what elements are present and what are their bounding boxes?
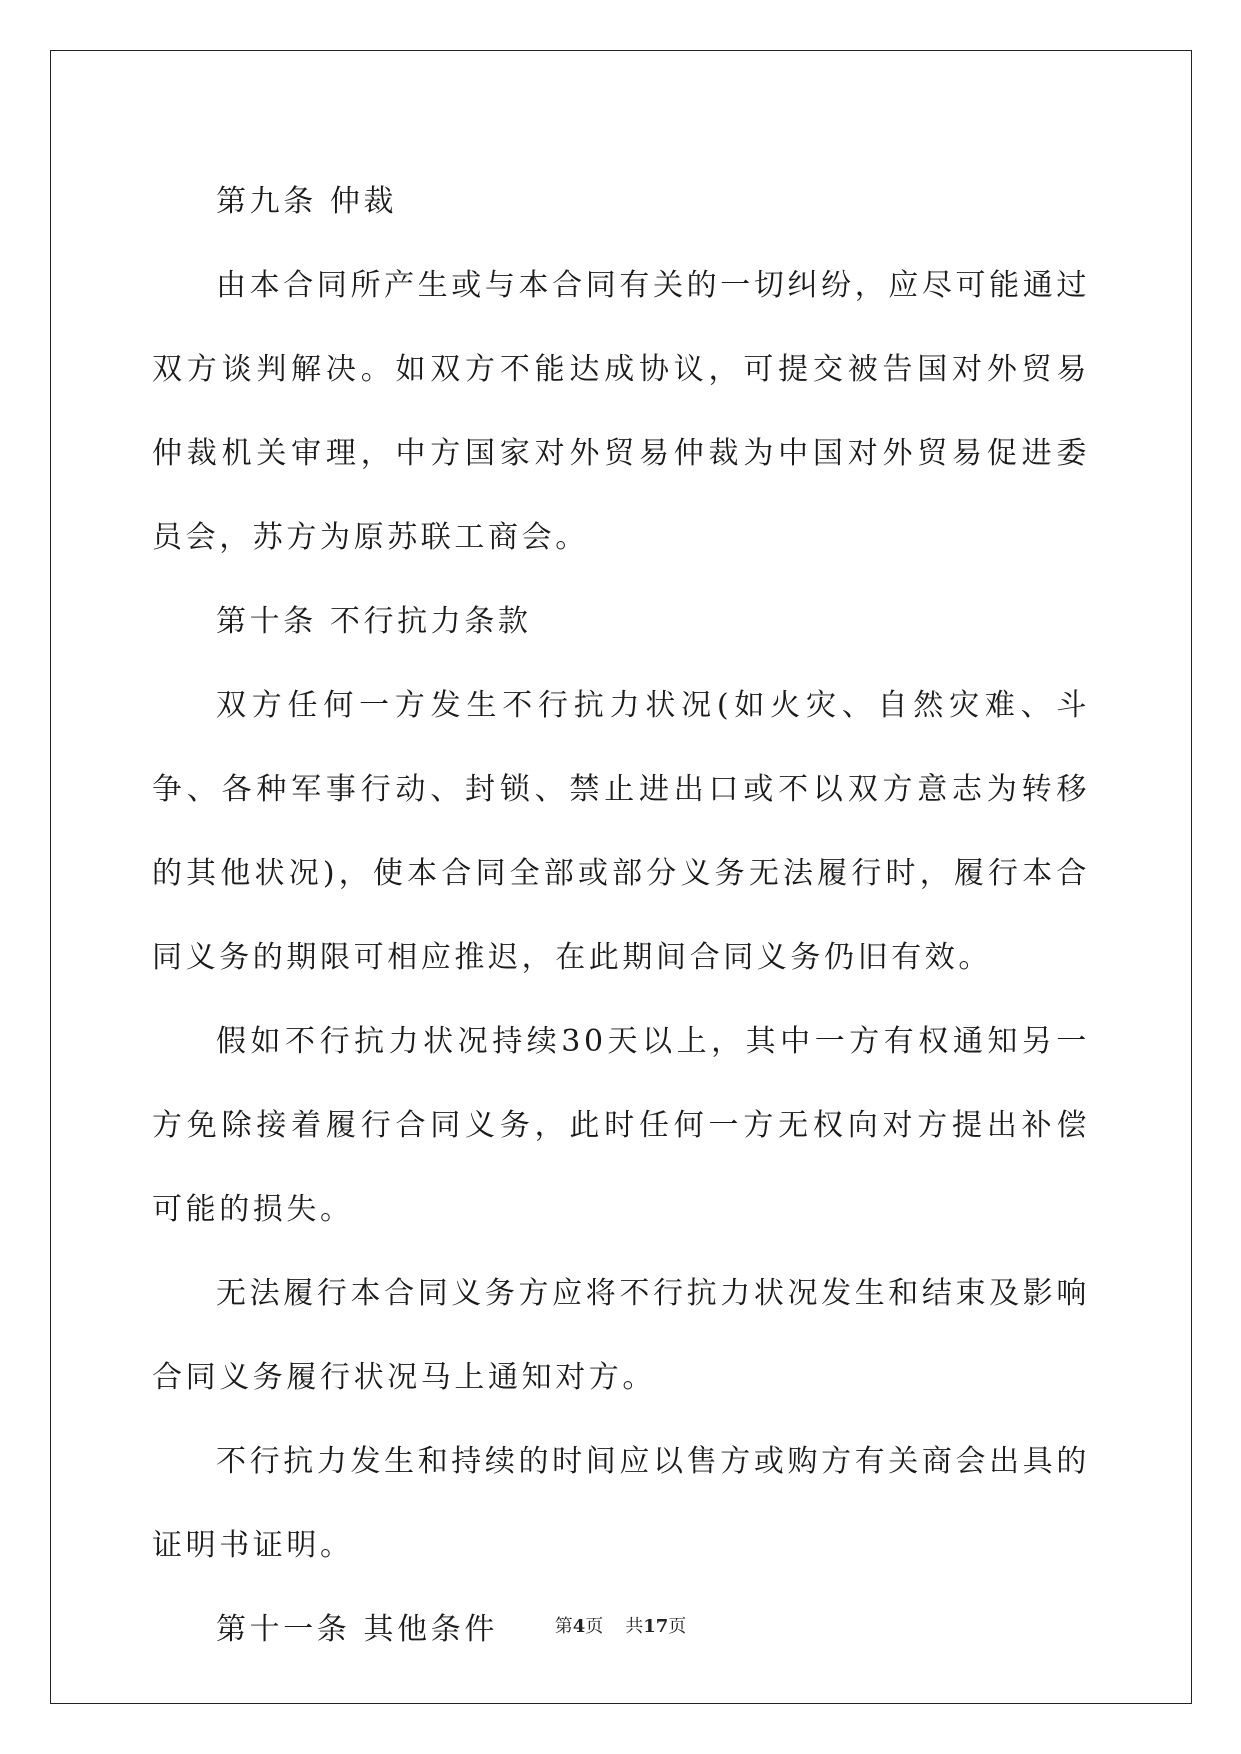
page-prefix: 第	[554, 1616, 573, 1637]
paragraph-force-majeure-duration: 假如不行抗力状况持续30天以上，其中一方有权通知另一方免除接着履行合同义务，此时任何一方无权向对方提出补偿可能的损失。	[152, 1024, 1090, 1227]
paragraph-force-majeure-notice: 无法履行本合同义务方应将不行抗力状况发生和结束及影响合同义务履行状况马上通知对方。	[152, 1276, 1090, 1395]
page-footer	[0, 1612, 1241, 1638]
paragraph-force-majeure: 双方任何一方发生不行抗力状况(如火灾、自然灾难、斗争、各种军事行动、封锁、禁止进出口或不以双方意志为转移的其他状况)，使本合同全部或部分义务无法履行时，履行本合同义务的期限可相应推迟，在此期间合同义务仍旧有效。	[152, 688, 1090, 975]
total-suffix: 页	[668, 1616, 687, 1637]
section-heading-10: 第十条 不行抗力条款	[216, 604, 532, 639]
paragraph-arbitration: 由本合同所产生或与本合同有关的一切纠纷，应尽可能通过双方谈判解决。如双方不能达成协议，可提交被告国对外贸易仲裁机关审理，中方国家对外贸易仲裁为中国对外贸易促进委员会，苏方为原苏联工商会。	[152, 268, 1090, 555]
total-pages: 17	[643, 1616, 669, 1637]
document-body	[152, 160, 1090, 1672]
paragraph-force-majeure-proof: 不行抗力发生和持续的时间应以售方或购方有关商会出具的证明书证明。	[152, 1444, 1090, 1563]
page-suffix: 页	[585, 1616, 604, 1637]
page-number: 4	[572, 1616, 586, 1637]
total-prefix: 共	[625, 1616, 644, 1637]
section-heading-11: 第十一条 其他条件	[216, 1612, 498, 1647]
section-heading-9: 第九条 仲裁	[216, 184, 398, 219]
